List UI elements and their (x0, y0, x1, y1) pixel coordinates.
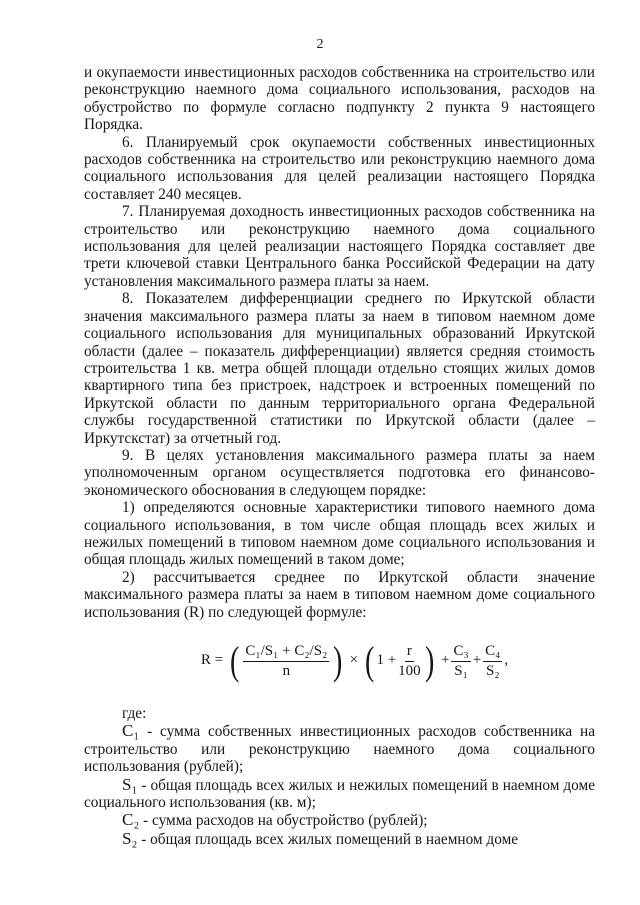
paragraph-9-item-1: 1) определяются основные характеристики типового наемного дома социального использования, в том числе общая площадь всех жилых и нежилых помещений в типовом наемном доме социального использования и общая площадь жилых помещений в таком доме; (84, 499, 595, 569)
paragraph-7: 7. Планируемая доходность инвестиционных расходов собственника на строительство или реконструкцию наемного дома социального использования для целей реализации настоящего Порядка составляет две трети ключевой ставки Центрального банка Российской Федерации на дату установления максимального размера платы за наем. (84, 203, 595, 290)
fraction-3-numerator: C₃ (451, 643, 470, 662)
definition-text: - сумма расходов на обустройство (рублей); (139, 812, 428, 830)
definition-symbol: S₂ (122, 828, 138, 848)
formula-close-paren: ) (333, 638, 343, 683)
formula-plus-2: + (472, 652, 482, 669)
fraction-4-denominator: S₂ (485, 662, 500, 679)
formula-inner-open-paren: ( (365, 638, 375, 683)
formula-times: × (349, 652, 359, 669)
definition-text: - общая площадь всех жилых и нежилых помещений в наемном доме социального использования (кв. м); (84, 776, 595, 812)
definition-C1 (84, 722, 595, 775)
formula-fraction-4 (483, 643, 502, 680)
paragraph-6: 6. Планируемый срок окупаемости собственных инвестиционных расходов собственника на строительство или реконструкцию наемного дома социального использования для целей реализации настоящего Порядка составляет 240 месяцев. (84, 133, 595, 203)
fraction-4-numerator: C₄ (483, 643, 502, 662)
paragraph-9: 9. В целях установления максимального размера платы за наем уполномоченным органом осуществляется подготовка его финансово-экономического обоснования в следующем порядке: (84, 446, 595, 499)
where-label: где: (122, 705, 147, 722)
fraction-3-denominator: S₁ (454, 662, 468, 679)
definition-text: - общая площадь всех жилых помещений в наемном доме (137, 830, 519, 848)
fraction-1-numerator: C₁/S₁ + C₂/S₂ (243, 643, 329, 662)
paragraph-continuation: и окупаемости инвестиционных расходов собственника на строительство или реконструкцию наемного дома социального использования, расходов на обустройство по формуле согласно подпункту 2 пункта 9 настоящего Порядка. (84, 64, 595, 134)
definition-S2 (84, 830, 595, 848)
formula-fraction-1 (243, 643, 329, 680)
formula-plus-1: + (440, 652, 450, 669)
formula-lhs: R = (200, 652, 224, 669)
paragraph-8: 8. Показателем дифференциации среднего по Иркутской области значения максимального размера платы за наем в типовом наемном доме социального использования для муниципальных образований Иркутской области (далее – показатель дифференциации) является средняя стоимость строительства 1 кв. метра общей площади отдельно стоящих жилых домов квартирного типа без пристроек, надстроек и встроенных помещений по Иркутской области по данным территориального органа Федеральной службы государственной статистики по Иркутской области (далее – Иркутскстат) за отчетный год. (84, 290, 595, 447)
definition-symbol: C₁ (122, 721, 140, 741)
definition-symbol: S₁ (122, 774, 138, 794)
formula-open-paren: ( (230, 638, 240, 683)
formula-end: , (504, 652, 509, 669)
document-body (84, 64, 595, 848)
definition-C2 (84, 811, 595, 829)
page-number: 2 (316, 37, 324, 52)
fraction-2-numerator: r (405, 643, 414, 662)
definition-symbol: C₂ (122, 810, 140, 830)
formula-R (114, 629, 595, 693)
definition-S1 (84, 776, 595, 812)
formula-fraction-3 (451, 643, 470, 680)
paragraph-9-item-2: 2) рассчитывается среднее по Иркутской области значение максимального размера платы за наем в типовом наемном доме социального использования (R) по следующей формуле: (84, 568, 595, 621)
fraction-2-denominator: 100 (398, 662, 421, 679)
formula-fraction-2 (398, 643, 421, 680)
formula-inner-close-paren: ) (424, 638, 434, 683)
definition-text: - сумма собственных инвестиционных расходов собственника на строительство или реконструкцию наемного дома социального использования (рублей); (84, 723, 595, 776)
formula-one-plus: 1 + (376, 652, 397, 669)
fraction-1-denominator: n (282, 662, 291, 679)
